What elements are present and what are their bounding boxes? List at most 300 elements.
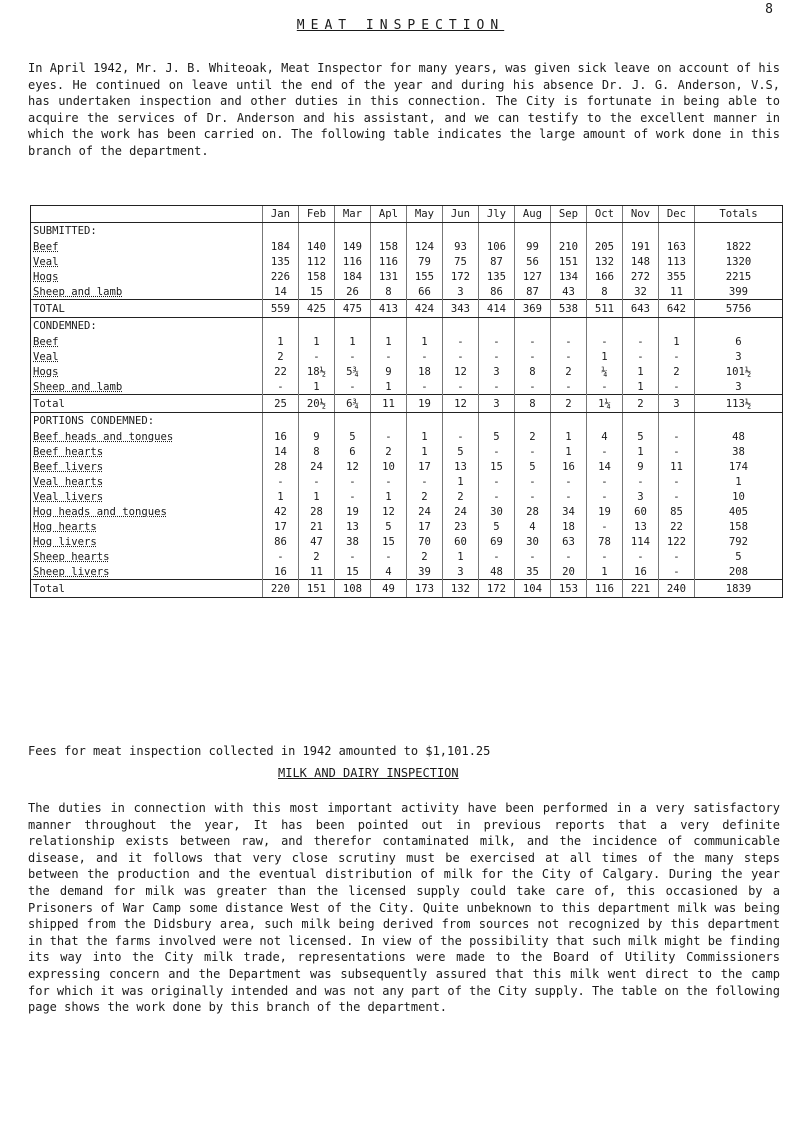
month-value: 1: [623, 364, 659, 379]
month-value: -: [515, 549, 551, 564]
milk-paragraph: The duties in connection with this most important activity have been performed in a very satisfactory manner throughout the year, It has been pointed out in previous reports that a very definite relationship exists between raw, and therefor contaminated milk, and the incidence of communicable disease, and it follows that very close scrutiny must be exercised at all times of the many steps between the production and the eventual distribution of milk for the City of Calgary. During the year the demand for milk was greater than the licensed supply could take care of, this occasioned by a Prisoners of War Camp some distance West of the City. Quite unbeknown to this department milk was being shipped from the Didsbury area, such milk being derived from sources not recognized by this department in that the farms involved were not licensed. In view of the possibility that such milk might be finding its way into the City milk trade, representations were made to the Board of Utility Commissioners expressing concern and the Department was subsequently assured that this milk went direct to the camp for which it was originally intended and was not any part of the City supply. The table on the following page shows the work done by this branch of the department.: [28, 801, 780, 1015]
month-value: 16: [263, 564, 299, 580]
total-value: 642: [659, 300, 695, 318]
month-value: 17: [407, 459, 443, 474]
month-value: -: [587, 334, 623, 349]
table-row: [31, 489, 783, 504]
month-value: 42: [263, 504, 299, 519]
month-value: 1: [623, 444, 659, 459]
month-value: -: [515, 334, 551, 349]
empty-cell: [443, 413, 479, 430]
month-header: Dec: [659, 206, 695, 223]
month-value: 32: [623, 284, 659, 300]
month-value: 172: [443, 269, 479, 284]
month-value: 17: [407, 519, 443, 534]
inspection-table-container: [30, 205, 782, 598]
month-value: ¼: [587, 364, 623, 379]
month-value: -: [515, 444, 551, 459]
month-value: 15: [299, 284, 335, 300]
total-value: 104: [515, 580, 551, 598]
row-label: Beef: [31, 334, 263, 349]
month-value: 6: [335, 444, 371, 459]
section-total-row: [31, 395, 783, 413]
table-row: [31, 474, 783, 489]
month-value: 3: [443, 564, 479, 580]
empty-cell: [443, 223, 479, 240]
inspection-table: [30, 205, 783, 598]
row-label: Hogs: [31, 364, 263, 379]
month-value: 355: [659, 269, 695, 284]
total-value: 20½: [299, 395, 335, 413]
month-value: 4: [371, 564, 407, 580]
empty-cell: [335, 223, 371, 240]
month-value: 2: [371, 444, 407, 459]
month-value: -: [659, 349, 695, 364]
month-value: -: [587, 489, 623, 504]
empty-cell: [299, 413, 335, 430]
month-value: 39: [407, 564, 443, 580]
month-value: -: [443, 429, 479, 444]
grand-total: 1839: [695, 580, 783, 598]
month-value: 5: [623, 429, 659, 444]
month-value: 16: [623, 564, 659, 580]
month-value: 1: [407, 444, 443, 459]
month-value: -: [551, 489, 587, 504]
month-value: 1: [407, 334, 443, 349]
month-value: 18: [551, 519, 587, 534]
total-value: 132: [443, 580, 479, 598]
month-value: 191: [623, 239, 659, 254]
total-value: 425: [299, 300, 335, 318]
month-value: 1: [371, 489, 407, 504]
section-total-row: [31, 580, 783, 598]
total-label: Total: [31, 395, 263, 413]
month-value: 2: [299, 549, 335, 564]
empty-cell: [659, 318, 695, 335]
empty-cell: [479, 413, 515, 430]
total-value: 240: [659, 580, 695, 598]
row-total: 3: [695, 349, 783, 364]
month-value: 1: [299, 379, 335, 395]
total-value: 19: [407, 395, 443, 413]
total-value: 12: [443, 395, 479, 413]
month-value: 19: [587, 504, 623, 519]
month-value: 12: [371, 504, 407, 519]
total-value: 108: [335, 580, 371, 598]
empty-cell: [551, 318, 587, 335]
header-blank: [31, 206, 263, 223]
empty-cell: [695, 413, 783, 430]
month-value: 10: [371, 459, 407, 474]
empty-cell: [623, 223, 659, 240]
month-value: 184: [335, 269, 371, 284]
month-value: 5: [371, 519, 407, 534]
empty-cell: [407, 318, 443, 335]
month-value: -: [443, 349, 479, 364]
month-value: 155: [407, 269, 443, 284]
empty-cell: [587, 318, 623, 335]
empty-cell: [263, 318, 299, 335]
month-value: 18: [407, 364, 443, 379]
total-value: 538: [551, 300, 587, 318]
month-value: 131: [371, 269, 407, 284]
section-title-row: [31, 413, 783, 430]
table-row: [31, 534, 783, 549]
row-total: 174: [695, 459, 783, 474]
month-value: 158: [299, 269, 335, 284]
month-value: 3: [623, 489, 659, 504]
empty-cell: [515, 223, 551, 240]
month-value: -: [479, 489, 515, 504]
row-total: 101½: [695, 364, 783, 379]
total-label: TOTAL: [31, 300, 263, 318]
row-label: Beef heads and tongues: [31, 429, 263, 444]
total-value: 2: [551, 395, 587, 413]
month-value: -: [659, 379, 695, 395]
month-value: 22: [659, 519, 695, 534]
month-value: 1: [263, 334, 299, 349]
month-value: -: [551, 334, 587, 349]
total-label: Total: [31, 580, 263, 598]
month-value: 11: [659, 459, 695, 474]
month-value: 13: [623, 519, 659, 534]
month-value: -: [515, 379, 551, 395]
month-value: 38: [335, 534, 371, 549]
table-row: [31, 429, 783, 444]
row-total: 158: [695, 519, 783, 534]
month-value: -: [479, 334, 515, 349]
total-value: 559: [263, 300, 299, 318]
month-value: 24: [299, 459, 335, 474]
row-label: Sheep hearts: [31, 549, 263, 564]
month-value: 87: [515, 284, 551, 300]
month-value: 13: [335, 519, 371, 534]
month-value: -: [515, 474, 551, 489]
month-value: 1: [443, 474, 479, 489]
month-value: 9: [623, 459, 659, 474]
row-label: Veal livers: [31, 489, 263, 504]
empty-cell: [479, 318, 515, 335]
month-value: 43: [551, 284, 587, 300]
month-value: 28: [299, 504, 335, 519]
month-value: 56: [515, 254, 551, 269]
row-label: Beef hearts: [31, 444, 263, 459]
empty-cell: [263, 223, 299, 240]
month-value: -: [659, 489, 695, 504]
table-body: [31, 206, 783, 598]
month-value: 163: [659, 239, 695, 254]
row-total: 1: [695, 474, 783, 489]
total-value: 475: [335, 300, 371, 318]
total-value: 172: [479, 580, 515, 598]
month-value: 4: [515, 519, 551, 534]
row-total: 208: [695, 564, 783, 580]
row-label: Beef livers: [31, 459, 263, 474]
month-value: 99: [515, 239, 551, 254]
month-value: 20: [551, 564, 587, 580]
table-row: [31, 379, 783, 395]
empty-cell: [407, 413, 443, 430]
row-label: Veal: [31, 349, 263, 364]
month-header: May: [407, 206, 443, 223]
empty-cell: [371, 318, 407, 335]
month-header: Aug: [515, 206, 551, 223]
month-value: 140: [299, 239, 335, 254]
month-value: 116: [371, 254, 407, 269]
month-value: 16: [551, 459, 587, 474]
month-value: 1: [587, 564, 623, 580]
total-value: 11: [371, 395, 407, 413]
month-value: 30: [515, 534, 551, 549]
month-value: 66: [407, 284, 443, 300]
empty-cell: [695, 318, 783, 335]
total-value: 414: [479, 300, 515, 318]
month-value: 205: [587, 239, 623, 254]
month-value: 116: [335, 254, 371, 269]
month-value: 9: [371, 364, 407, 379]
month-value: 5: [479, 519, 515, 534]
month-value: 2: [551, 364, 587, 379]
total-value: 1¼: [587, 395, 623, 413]
row-label: Sheep livers: [31, 564, 263, 580]
month-value: 12: [443, 364, 479, 379]
month-value: -: [479, 349, 515, 364]
month-value: -: [587, 519, 623, 534]
table-row: [31, 364, 783, 379]
row-label: Hog heads and tongues: [31, 504, 263, 519]
empty-cell: [587, 223, 623, 240]
month-value: 17: [263, 519, 299, 534]
month-value: -: [587, 444, 623, 459]
month-value: 78: [587, 534, 623, 549]
month-value: -: [515, 349, 551, 364]
empty-cell: [299, 223, 335, 240]
month-value: 3: [443, 284, 479, 300]
month-value: 148: [623, 254, 659, 269]
row-label: Hogs: [31, 269, 263, 284]
month-value: -: [407, 474, 443, 489]
month-value: -: [371, 474, 407, 489]
total-value: 413: [371, 300, 407, 318]
empty-cell: [443, 318, 479, 335]
table-row: [31, 504, 783, 519]
empty-cell: [659, 413, 695, 430]
month-value: 11: [299, 564, 335, 580]
month-value: 11: [659, 284, 695, 300]
empty-cell: [623, 413, 659, 430]
month-value: 1: [299, 334, 335, 349]
month-value: -: [335, 349, 371, 364]
month-value: 47: [299, 534, 335, 549]
month-value: -: [551, 379, 587, 395]
month-value: 15: [371, 534, 407, 549]
total-value: 173: [407, 580, 443, 598]
table-row: [31, 284, 783, 300]
month-value: -: [443, 379, 479, 395]
month-value: 60: [623, 504, 659, 519]
month-header: Mar: [335, 206, 371, 223]
empty-cell: [479, 223, 515, 240]
month-header: Jan: [263, 206, 299, 223]
month-value: -: [551, 349, 587, 364]
row-total: 6: [695, 334, 783, 349]
empty-cell: [623, 318, 659, 335]
month-value: -: [587, 549, 623, 564]
month-value: 1: [623, 379, 659, 395]
month-value: 35: [515, 564, 551, 580]
month-value: 28: [263, 459, 299, 474]
month-value: 2: [407, 549, 443, 564]
month-value: 158: [371, 239, 407, 254]
month-value: 113: [659, 254, 695, 269]
month-value: 132: [587, 254, 623, 269]
empty-cell: [335, 318, 371, 335]
total-value: 343: [443, 300, 479, 318]
month-value: 5¾: [335, 364, 371, 379]
month-value: 14: [263, 284, 299, 300]
month-value: -: [407, 349, 443, 364]
month-value: -: [371, 349, 407, 364]
month-value: -: [515, 489, 551, 504]
month-value: 106: [479, 239, 515, 254]
row-total: 1320: [695, 254, 783, 269]
month-header: Jly: [479, 206, 515, 223]
month-value: 122: [659, 534, 695, 549]
section-title: SUBMITTED:: [31, 223, 263, 240]
month-value: 34: [551, 504, 587, 519]
table-row: [31, 269, 783, 284]
month-value: -: [659, 564, 695, 580]
totals-header: Totals: [695, 206, 783, 223]
intro-paragraph: In April 1942, Mr. J. B. Whiteoak, Meat Inspector for many years, was given sick leave on account of his eyes. He continued on leave until the end of the year and during his absence Dr. J. G. Anderson, V.S, has undertaken inspection and other duties in this connection. The City is fortunate in being able to acquire the services of Dr. Anderson and his assistant, and we can testify to the excellent manner in which the work has been carried on. The following table indicates the large amount of work done in this branch of the department.: [28, 61, 780, 158]
month-header: Oct: [587, 206, 623, 223]
month-value: 8: [299, 444, 335, 459]
month-value: 1: [587, 349, 623, 364]
row-label: Sheep and lamb: [31, 284, 263, 300]
month-value: -: [587, 474, 623, 489]
month-value: 24: [443, 504, 479, 519]
month-value: -: [335, 474, 371, 489]
total-value: 220: [263, 580, 299, 598]
month-value: 2: [407, 489, 443, 504]
section-title: PORTIONS CONDEMNED:: [31, 413, 263, 430]
table-row: [31, 254, 783, 269]
empty-cell: [551, 223, 587, 240]
empty-cell: [371, 223, 407, 240]
month-value: -: [263, 379, 299, 395]
table-row: [31, 349, 783, 364]
table-row: [31, 519, 783, 534]
month-value: -: [299, 349, 335, 364]
table-row: [31, 564, 783, 580]
total-value: 116: [587, 580, 623, 598]
month-value: -: [263, 474, 299, 489]
row-total: 1822: [695, 239, 783, 254]
total-value: 221: [623, 580, 659, 598]
month-header: Jun: [443, 206, 479, 223]
month-value: 184: [263, 239, 299, 254]
row-total: 48: [695, 429, 783, 444]
table-row: [31, 334, 783, 349]
month-value: -: [407, 379, 443, 395]
month-value: 1: [551, 444, 587, 459]
table-row: [31, 549, 783, 564]
total-value: 511: [587, 300, 623, 318]
month-value: 19: [335, 504, 371, 519]
month-value: -: [659, 549, 695, 564]
row-total: 38: [695, 444, 783, 459]
month-value: 26: [335, 284, 371, 300]
total-value: 369: [515, 300, 551, 318]
grand-total: 5756: [695, 300, 783, 318]
section-title-row: [31, 223, 783, 240]
section-total-row: [31, 300, 783, 318]
month-value: 22: [263, 364, 299, 379]
total-value: 424: [407, 300, 443, 318]
total-value: 6¾: [335, 395, 371, 413]
month-value: -: [263, 549, 299, 564]
month-value: 4: [587, 429, 623, 444]
month-value: 272: [623, 269, 659, 284]
month-value: 9: [299, 429, 335, 444]
month-value: 63: [551, 534, 587, 549]
month-value: 69: [479, 534, 515, 549]
month-value: -: [623, 334, 659, 349]
month-header: Sep: [551, 206, 587, 223]
month-value: -: [551, 549, 587, 564]
month-value: 23: [443, 519, 479, 534]
month-value: 134: [551, 269, 587, 284]
month-value: 12: [335, 459, 371, 474]
total-value: 153: [551, 580, 587, 598]
month-value: -: [479, 444, 515, 459]
row-total: 399: [695, 284, 783, 300]
month-value: 1: [443, 549, 479, 564]
month-value: 75: [443, 254, 479, 269]
table-header-row: [31, 206, 783, 223]
row-label: Sheep and lamb: [31, 379, 263, 395]
month-header: Nov: [623, 206, 659, 223]
empty-cell: [335, 413, 371, 430]
month-value: 5: [515, 459, 551, 474]
table-row: [31, 444, 783, 459]
row-label: Veal: [31, 254, 263, 269]
month-value: 24: [407, 504, 443, 519]
month-value: -: [335, 549, 371, 564]
month-value: 5: [443, 444, 479, 459]
month-value: 70: [407, 534, 443, 549]
empty-cell: [263, 413, 299, 430]
table-row: [31, 459, 783, 474]
month-value: 166: [587, 269, 623, 284]
empty-cell: [371, 413, 407, 430]
month-value: 2: [443, 489, 479, 504]
month-value: 1: [407, 429, 443, 444]
month-value: -: [479, 474, 515, 489]
month-value: 18½: [299, 364, 335, 379]
month-value: 114: [623, 534, 659, 549]
month-value: 28: [515, 504, 551, 519]
month-value: 16: [263, 429, 299, 444]
month-value: 149: [335, 239, 371, 254]
month-header: Apl: [371, 206, 407, 223]
empty-cell: [407, 223, 443, 240]
month-value: 8: [515, 364, 551, 379]
month-value: -: [479, 379, 515, 395]
month-value: 135: [263, 254, 299, 269]
empty-cell: [659, 223, 695, 240]
month-value: 151: [551, 254, 587, 269]
